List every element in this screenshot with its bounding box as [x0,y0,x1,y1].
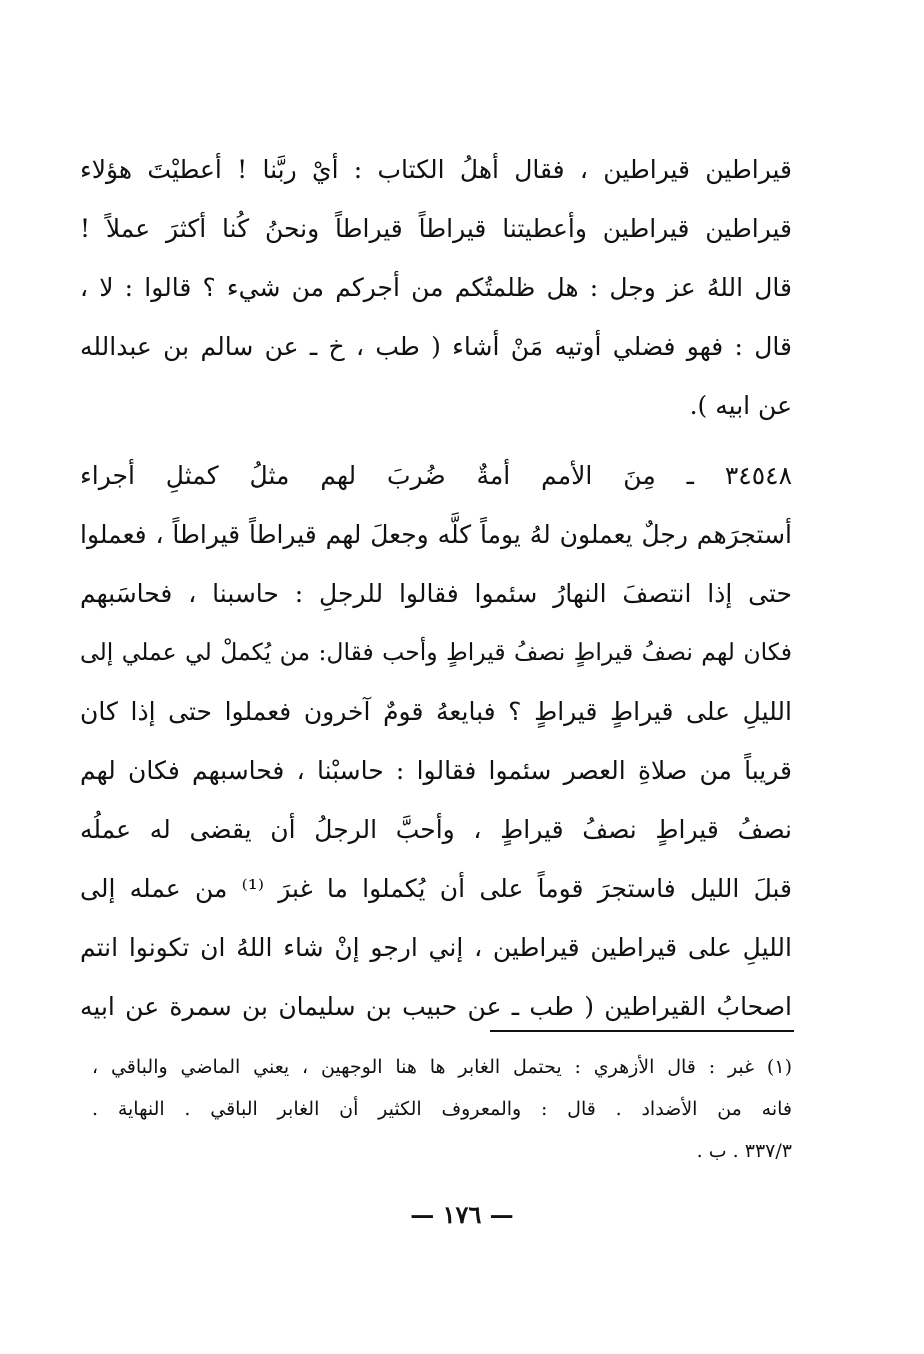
text-line: قبلَ الليل فاستجرَ قوماً على أن يُكملوا ما غبرَ ⁽¹⁾ من عمله إلى [80,874,792,903]
text-line: عن ابيه ). [689,391,792,420]
page-number: — ١٧٦ — [410,1200,514,1229]
text-line: اصحابُ القيراطين ( طب ـ عن حبيب بن سليمان بن سمرة عن ابيه [80,992,792,1021]
text-line: أستجرَهم رجلٌ يعملون لهُ يوماً كلَّه وجعلَ لهم قيراطاً قيراطاً ، فعملوا [80,520,792,549]
paragraph-hadith-34548 [80,446,792,1036]
text-line: الليلِ على قيراطين قيراطين ، إني ارجو إنْ شاء اللهُ ان تكونوا انتم [80,933,792,962]
text-line: قال : فهو فضلي أوتيه مَنْ أشاء ( طب ، خ ـ عن سالم بن عبدالله [80,332,792,361]
footnote-line: فانه من الأضداد . قال : والمعروف الكثير أن الغابر الباقي . النهاية . [92,1098,792,1120]
text-line: حتى إذا انتصفَ النهارُ سئموا فقالوا للرجلِ : حاسبنا ، فحاسَبهم [80,579,792,608]
text-line: ٣٤٥٤٨ ـ مِنَ الأمم أمةٌ ضُربَ لهم مثلُ كمثلِ أجراء [80,461,792,490]
text-line: نصفُ قيراطٍ نصفُ قيراطٍ ، وأحبَّ الرجلُ أن يقضى له عملُه [80,815,792,844]
footnote-line: (١) غبر : قال الأزهري : يحتمل الغابر ها هنا الوجهين ، يعني الماضي والباقي ، [92,1056,792,1078]
footnote-divider [490,1030,794,1032]
text-line: قال اللهُ عز وجل : هل ظلمتُكم من أجركم من شيء ؟ قالوا : لا ، [80,273,792,302]
text-line: قيراطين قيراطين ، فقال أهلُ الكتاب : أيْ ربَّنا ! أعطيْتَ هؤلاء [80,155,792,184]
footnotes [92,1046,792,1172]
text-line: فكان لهم نصفُ قيراطٍ نصفُ قيراطٍ وأحب فقال: من يُكملْ لي عملي إلى [80,638,792,666]
text-line: الليلِ على قيراطٍ قيراطٍ ؟ فبايعهُ قومٌ آخرون فعملوا حتى إذا كان [80,697,792,726]
text-line: قريباً من صلاةِ العصر سئموا فقالوا : حاسبْنا ، فحاسبهم فكان لهم [80,756,792,785]
footnote-line: ٣٣٧/٣ . ب . [696,1140,792,1162]
text-line: قيراطين قيراطين وأعطيتنا قيراطاً قيراطاً ونحنُ كُنا أكثرَ عملاً ! [80,214,792,243]
paragraph-hadith-continuation [80,140,792,435]
